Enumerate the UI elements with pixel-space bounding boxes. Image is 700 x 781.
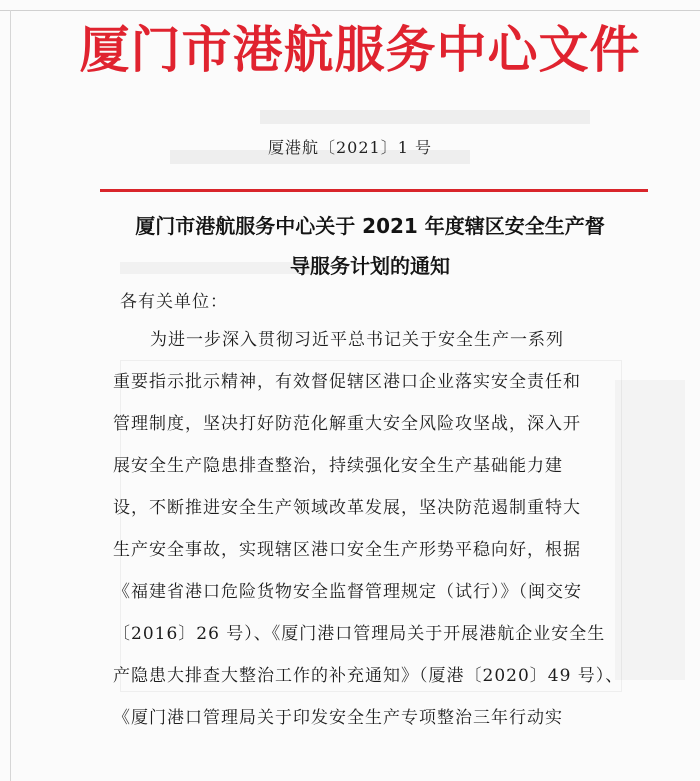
body-line: 《厦门港口管理局关于印发安全生产专项整治三年行动实 bbox=[113, 708, 563, 728]
document-number: 厦港航〔2021〕1 号 bbox=[268, 138, 432, 157]
body-line: 生产安全事故，实现辖区港口安全生产形势平稳向好，根据 bbox=[113, 540, 581, 560]
body-line: 设，不断推进安全生产领域改革发展，坚决防范遏制重特大 bbox=[113, 498, 581, 518]
red-separator-rule bbox=[100, 189, 648, 192]
title-line: 导服务计划的通知 bbox=[290, 254, 450, 278]
body-line: 重要指示批示精神，有效督促辖区港口企业落实安全责任和 bbox=[113, 372, 581, 392]
salutation: 各有关单位： bbox=[120, 292, 228, 312]
body-line: 为进一步深入贯彻习近平总书记关于安全生产一系列 bbox=[150, 330, 564, 350]
document-header: 厦门市港航服务中心文件 bbox=[79, 20, 641, 79]
body-line: 展安全生产隐患排查整治，持续强化安全生产基础能力建 bbox=[113, 456, 563, 476]
body-line: 《福建省港口危险货物安全监督管理规定（试行）》（闽交安 bbox=[113, 582, 582, 602]
document-title bbox=[70, 206, 670, 286]
bleed-through-artifact bbox=[260, 110, 590, 124]
body-line: 产隐患大排查大整治工作的补充通知》（厦港〔2020〕49 号）、 bbox=[113, 666, 624, 686]
scan-edge-left bbox=[10, 10, 11, 781]
scan-edge-top bbox=[0, 10, 700, 11]
title-line: 厦门市港航服务中心关于 2021 年度辖区安全生产督 bbox=[135, 214, 605, 238]
body-line: 〔2016〕26 号）、《厦门港口管理局关于开展港航企业安全生 bbox=[113, 624, 606, 644]
body-line: 管理制度，坚决打好防范化解重大安全风险攻坚战，深入开 bbox=[113, 414, 581, 434]
